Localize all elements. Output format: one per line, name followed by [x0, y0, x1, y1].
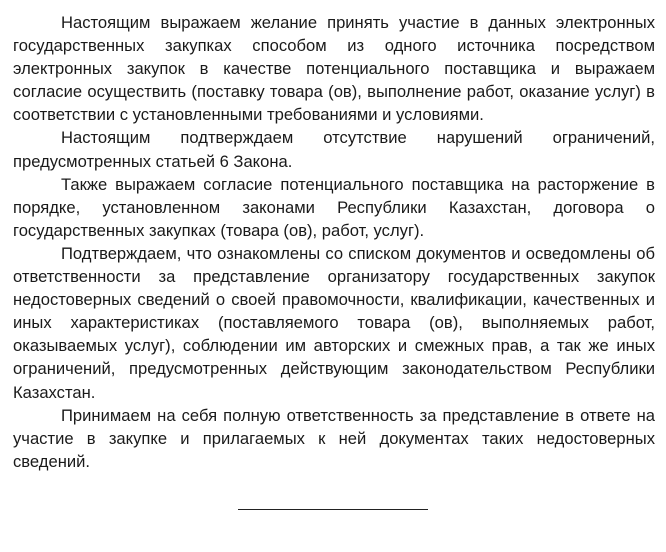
paragraph-responsibility-acknowledgement: Подтверждаем, что ознакомлены со списком документов и осведомлены об ответственности за представление организатору государственных закупок недостоверных сведений о своей правомочности, квалификации, качественных и иных характеристиках (поставляемого товара (ов), выполняемых работ, оказываемых услуг), соблюдении им авторских и смежных прав, а так же иных ограничений, предусмотренных действующим законодательством Республики Казахстан.	[13, 243, 655, 402]
signature-line	[238, 509, 428, 510]
document-body	[13, 11, 655, 473]
paragraph-full-responsibility: Принимаем на себя полную ответственность за представление в ответе на участие в закупке и прилагаемых к ней документах таких недостоверных сведений.	[13, 405, 655, 471]
paragraph-no-violations: Настоящим подтверждаем отсутствие нарушений ограничений, предусмотренных статьей 6 Закона.	[13, 128, 655, 171]
paragraph-termination-consent: Также выражаем согласие потенциального поставщика на расторжение в порядке, установленном законами Республики Казахстан, договора о государственных закупках (товара (ов), работ, услуг).	[13, 174, 655, 240]
paragraph-participation-intent: Настоящим выражаем желание принять участие в данных электронных государственных закупках способом из одного источника посредством электронных закупок в качестве потенциального поставщика и выражаем согласие осуществить (поставку товара (ов), выполнение работ, оказание услуг) в соответствии с установленными требованиями и условиями.	[13, 13, 655, 125]
